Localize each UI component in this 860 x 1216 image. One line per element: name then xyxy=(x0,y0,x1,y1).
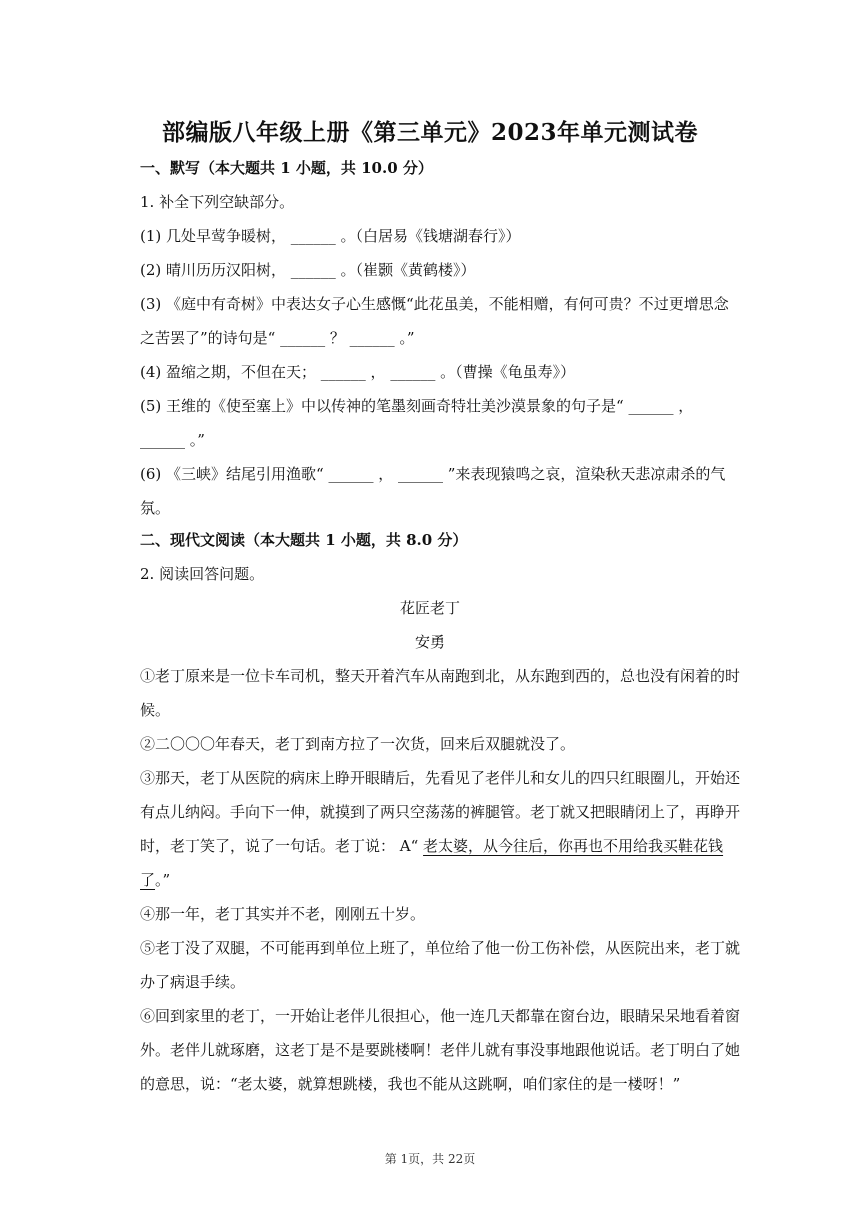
q1-item-3-cont: 之苦罢了”的诗句是“ ______ ？ ______ 。” xyxy=(140,329,415,347)
q1-item-5: (5) 王维的《使至塞上》中以传神的笔墨刻画奇特壮美沙漠景象的句子是“ ______ ， xyxy=(140,397,694,415)
paragraph-line: 办了病退手续。 xyxy=(140,973,246,991)
paragraph-line: ①老丁原来是一位卡车司机，整天开着汽车从南跑到北，从东跑到西的，总也没有闲着的时 xyxy=(140,667,741,685)
paragraph-line: ⑥回到家里的老丁，一开始让老伴儿很担心，他一连几天都靠在窗台边，眼睛呆呆地看着窗 xyxy=(140,1007,741,1025)
paragraph-line: ④那一年，老丁其实并不老，刚刚五十岁。 xyxy=(140,905,426,923)
q1-item-6: (6) 《三峡》结尾引用渔歌“ ______ ， ______ ”来表现猿鸣之哀，渲染秋天悲凉肃杀的气 xyxy=(140,465,726,483)
paragraph-text: 。” xyxy=(155,871,171,889)
paragraph-line: 外。老伴儿就琢磨，这老丁是不是要跳楼啊！老伴儿就有事没事地跟他说话。老丁明白了她 xyxy=(140,1041,741,1059)
paragraph-line-a xyxy=(140,835,723,856)
story-author: 安勇 xyxy=(414,633,445,651)
section-2-heading: 二、现代文阅读（本大题共 1 小题，共 8.0 分） xyxy=(140,531,468,549)
page-footer: 第 1页，共 22页 xyxy=(384,1152,476,1166)
paragraph-line-a-cont xyxy=(140,869,170,890)
paragraph-line: ②二〇〇〇年春天，老丁到南方拉了一次货，回来后双腿就没了。 xyxy=(140,735,576,753)
q1-item-6-cont: 氛。 xyxy=(140,499,171,517)
q1-item-2: (2) 晴川历历汉阳树， ______ 。（崔颢《黄鹤楼》） xyxy=(140,261,476,279)
underlined-sentence-a: 老太婆，从今往后，你再也不用给我买鞋花钱 xyxy=(423,837,724,855)
underlined-sentence-a-end: 了 xyxy=(140,871,156,889)
document-title: 部编版八年级上册《第三单元》2023年单元测试卷 xyxy=(161,119,698,146)
paragraph-line: ③那天，老丁从医院的病床上睁开眼睛后，先看见了老伴儿和女儿的四只红眼圈儿，开始还 xyxy=(140,769,741,787)
q1-item-4: (4) 盈缩之期，不但在天； ______ ， ______ 。（曹操《龟虽寿》） xyxy=(140,363,576,381)
section-1-heading: 一、默写（本大题共 1 小题，共 10.0 分） xyxy=(140,159,433,177)
q1-item-3: (3) 《庭中有奇树》中表达女子心生感慨“此花虽美，不能相赠，有何可贵？不过更增思念 xyxy=(140,295,729,313)
question-1: 1. 补全下列空缺部分。 xyxy=(140,193,295,211)
q1-item-5-cont: ______ 。” xyxy=(140,431,205,449)
paragraph-line: 候。 xyxy=(140,701,171,719)
q1-item-1: (1) 几处早莺争暖树， ______ 。（白居易《钱塘湖春行》） xyxy=(140,227,521,245)
paragraph-text: 时，老丁笑了，说了一句话。老丁说： A“ xyxy=(140,837,424,855)
story-title: 花匠老丁 xyxy=(399,599,460,617)
question-2: 2. 阅读回答问题。 xyxy=(140,565,265,583)
paragraph-line: 的意思，说：“老太婆，就算想跳楼，我也不能从这跳啊，咱们家住的是一楼呀！” xyxy=(140,1075,681,1093)
paragraph-line: 有点儿纳闷。手向下一伸，就摸到了两只空荡荡的裤腿管。老丁就又把眼睛闭上了，再睁开 xyxy=(140,803,741,821)
paragraph-line: ⑤老丁没了双腿，不可能再到单位上班了，单位给了他一份工伤补偿，从医院出来，老丁就 xyxy=(140,939,741,957)
